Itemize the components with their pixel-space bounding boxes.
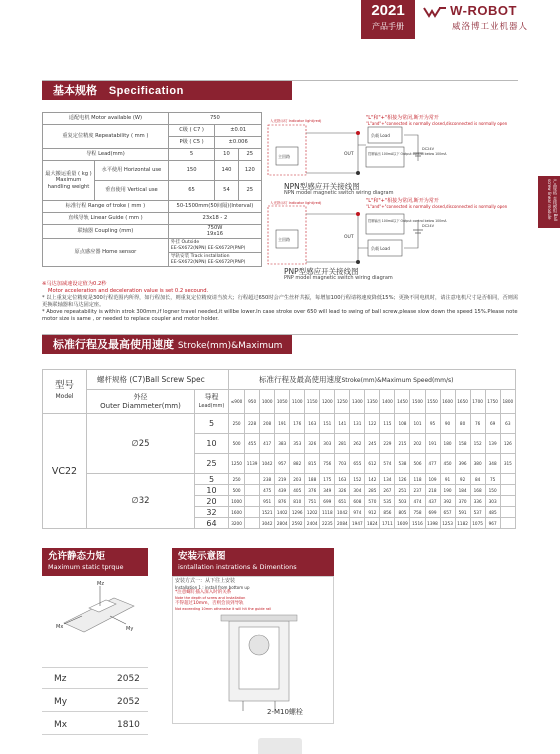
speed-cell: 250 [229, 474, 245, 485]
speed-cell: 152 [470, 434, 485, 454]
speed-cell: 3042 [260, 518, 275, 529]
page-footer-tab [258, 738, 302, 754]
npn-main-circuit: 主回路 [278, 154, 290, 159]
vertical-10: 54 [215, 181, 238, 201]
stroke-header: ≤900 [229, 390, 245, 414]
stroke-header: 1100 [290, 390, 305, 414]
stroke-header: 1600 [440, 390, 455, 414]
speed-cell: 188 [305, 474, 320, 485]
speed-cell: 500 [229, 434, 245, 454]
speed-cell: 405 [290, 485, 305, 496]
stroke-header: 1250 [335, 390, 350, 414]
mx-axis-label: Mx [56, 624, 64, 630]
screw-spec-header: 螺杆规格 (C7)Ball Screw Spec [87, 370, 229, 390]
speed-cell: 439 [275, 485, 290, 496]
install-title-cn: 安装示意图 [178, 551, 226, 562]
side-tab-cn: 产品规格 直线模组 [553, 179, 558, 213]
speed-cell: 203 [290, 474, 305, 485]
pnp-title-cn: PNP型感应开关接线图 [284, 267, 359, 276]
speed-cell: 475 [260, 485, 275, 496]
c5-label: P级 ( C5 ) [168, 137, 215, 149]
stroke-header: 1700 [470, 390, 485, 414]
speed-cell: 229 [380, 434, 395, 454]
spec-section-header [42, 81, 292, 100]
speed-cell: 238 [260, 474, 275, 485]
speed-cell: 285 [365, 485, 380, 496]
stroke-header: 1800 [500, 390, 515, 414]
divider [42, 667, 148, 668]
speed-cell: 180 [440, 434, 455, 454]
repeat-note-cn: * 以上重复定位精度是300行程范围内所得，如行程加长，则重复定位精度请当放大；行程超过650时会产生丝杆共振，每增加100行程请将速度降低15%；更换不同电机时，请注意电机尺寸是否相同，否则需更换联轴器和马达固定座。 [42, 295, 519, 308]
install-notes [175, 579, 271, 612]
speed-cell: 574 [380, 454, 395, 474]
speed-cell: 815 [305, 454, 320, 474]
speed-cell: 131 [350, 414, 365, 434]
speed-cell: 250 [229, 414, 245, 434]
speed-cell: 1139 [245, 454, 260, 474]
speed-cell: 215 [395, 434, 410, 454]
speed-cell: 126 [395, 474, 410, 485]
speed-cell: 175 [320, 474, 335, 485]
lead-10: 10 [215, 149, 238, 161]
lead-cell: 5 [195, 474, 229, 485]
stroke-speed-section-header [42, 335, 292, 372]
speed-cell: 1253 [440, 518, 455, 529]
speed-cell: 348 [485, 454, 500, 474]
speed-cell: 326 [335, 485, 350, 496]
speed-cell: 208 [260, 414, 275, 434]
speed-cell: 115 [380, 414, 395, 434]
speed-cell: 251 [395, 485, 410, 496]
speed-cell: 2804 [275, 518, 290, 529]
speed-cell: 376 [305, 485, 320, 496]
speed-cell: 612 [365, 454, 380, 474]
pnp-main-circuit: 主回路 [278, 237, 290, 242]
speed-cell: 1521 [260, 507, 275, 518]
speed-cell: 392 [440, 496, 455, 507]
table-row [43, 474, 516, 485]
speed-cell: 1042 [335, 507, 350, 518]
npn-wiring-diagram [258, 113, 447, 185]
stroke-header: 1400 [380, 390, 395, 414]
install-title-en: isntallation instrations & Dimentions [178, 563, 297, 571]
speed-cell: 876 [275, 496, 290, 507]
pnp-title-en: PNP model magnetic switch wiring diagram [284, 275, 393, 281]
speed-cell: 326 [305, 434, 320, 454]
speed-cell: 1824 [365, 518, 380, 529]
lead-5: 5 [168, 149, 215, 161]
speed-cell: 262 [350, 434, 365, 454]
npn-out-label: OUT [344, 152, 354, 157]
stroke-header: 1200 [320, 390, 335, 414]
speed-cell: 1398 [425, 518, 440, 529]
speed-cell: 267 [380, 485, 395, 496]
speed-cell: 957 [275, 454, 290, 474]
guide-label: 直线导轨 Linear Guide ( mm ) [43, 213, 169, 225]
stroke-header: 1000 [260, 390, 275, 414]
speed-cell: 63 [500, 414, 515, 434]
speed-cell: 349 [320, 485, 335, 496]
speed-cell: 1711 [380, 518, 395, 529]
speed-cell: 537 [470, 507, 485, 518]
speed-cell: 477 [425, 454, 440, 474]
brand-logo [424, 3, 554, 39]
load-label: 最大搬运重量 ( kg ) Maximum handling weight [43, 161, 95, 201]
install-note1-cn: *注意螺钉插入深入时的关系 [175, 590, 232, 595]
c7-value: ±0.01 [215, 125, 262, 137]
speed-cell: 396 [455, 454, 470, 474]
speed-cell: 95 [425, 414, 440, 434]
motor-value: 750 [168, 113, 261, 125]
sensor-outside: 外挂 Outside EE-SX672(NPN) EE-SX672P(PNP) [168, 239, 261, 253]
moment-title-cn: 允许静态力矩 [48, 551, 106, 562]
lead-25: 25 [238, 149, 261, 161]
stroke-speed-table-title: 标准行程及最高使用速度Stroke(mm)&Maximum Speed(mm/s) [229, 370, 516, 390]
speed-cell: 118 [410, 474, 425, 485]
speed-cell: 474 [410, 496, 425, 507]
pnp-indicator-label: 入光指示灯 Indicator light(red) [270, 201, 322, 205]
stroke-speed-title-en: Stroke(mm)&Maximum Speed(mm/s) [53, 341, 283, 372]
speed-cell: 2235 [320, 518, 335, 529]
year-badge [361, 0, 415, 39]
npn-no-nc-note: "L"和"+"相接为常闭,断开为常开 "L"and"+"connected is normally closed,disconnected is normally open [366, 115, 508, 126]
speed-cell: 856 [380, 507, 395, 518]
speed-cell [245, 474, 260, 485]
speed-cell: 202 [410, 434, 425, 454]
speed-cell: 506 [410, 454, 425, 474]
speed-cell: 80 [455, 414, 470, 434]
speed-cell: 651 [335, 496, 350, 507]
speed-cell: 184 [455, 485, 470, 496]
stroke-speed-table [42, 369, 516, 529]
speed-cell: 810 [290, 496, 305, 507]
c7-label: C级 ( C7 ) [168, 125, 215, 137]
horizontal-25: 120 [238, 161, 261, 181]
robot-logo-icon [424, 7, 446, 17]
speed-cell: 1075 [470, 518, 485, 529]
speed-cell: 176 [290, 414, 305, 434]
speed-cell: 228 [245, 414, 260, 434]
speed-cell: 1250 [229, 454, 245, 474]
speed-cell: 91 [440, 474, 455, 485]
speed-cell: 974 [350, 507, 365, 518]
c5-value: ±0.006 [215, 137, 262, 149]
speed-cell: 109 [425, 474, 440, 485]
pnp-out-label: OUT [344, 235, 354, 240]
npn-output-max: 控制输出 100mA以下 Output control below 100mA [368, 152, 447, 156]
install-note2-cn: 不得超过10mm，否则会顶到导轨 [175, 601, 244, 606]
speed-cell: 608 [350, 496, 365, 507]
speed-cell: 751 [305, 496, 320, 507]
spec-table [42, 112, 262, 267]
speed-cell: 1000 [229, 496, 245, 507]
speed-cell [500, 507, 515, 518]
npn-load-label: 负载 Load [371, 133, 390, 138]
install-diagram [217, 611, 301, 719]
speed-cell: 142 [365, 474, 380, 485]
horizontal-5: 150 [168, 161, 215, 181]
horizontal-10: 140 [215, 161, 238, 181]
my-axis-label: My [126, 626, 134, 632]
speed-cell [245, 485, 260, 496]
handbook-label: 产品手册 [372, 22, 404, 31]
speed-cell [245, 507, 260, 518]
pnp-no-nc-note: "L"和"+"相接为常闭,断开为常开 "L"and"+"connected is normally closed,disconnected is normally open [366, 198, 508, 209]
speed-cell [500, 518, 515, 529]
stroke-header: 1050 [275, 390, 290, 414]
speed-cell [245, 518, 260, 529]
stroke-header: 950 [245, 390, 260, 414]
speed-cell: 699 [320, 496, 335, 507]
sensor-label: 原点感应器 Home sensor [43, 239, 169, 267]
speed-cell: 190 [440, 485, 455, 496]
speed-cell: 967 [485, 518, 500, 529]
stroke-header: 1300 [350, 390, 365, 414]
speed-cell: 75 [485, 474, 500, 485]
speed-cell: 503 [395, 496, 410, 507]
speed-cell: 122 [365, 414, 380, 434]
lead-cell: 64 [195, 518, 229, 529]
coupling-value: 750W 19x16 [168, 225, 261, 239]
speed-cell: 163 [305, 414, 320, 434]
speed-cell: 336 [470, 496, 485, 507]
install-method-cn: 安装方式一：从下往上安装 [175, 578, 236, 584]
speed-cell: 218 [425, 485, 440, 496]
install-note1-en: Note the depth of screw and Installation [175, 595, 246, 600]
speed-cell [245, 496, 260, 507]
speed-cell: 134 [380, 474, 395, 485]
stroke-speed-title-cn: 标准行程及最高使用速度 [53, 338, 174, 351]
speed-cell: 191 [425, 434, 440, 454]
speed-cell: 1402 [275, 507, 290, 518]
speed-cell: 370 [455, 496, 470, 507]
speed-cell: 1947 [350, 518, 365, 529]
spec-title-en: Specification [108, 85, 184, 97]
stroke-label: 标准行程 Range of troke ( mm ) [43, 201, 169, 213]
speed-cell: 2084 [335, 518, 350, 529]
npn-title-cn: NPN型感应开关接线图 [284, 182, 360, 191]
speed-cell: 699 [425, 507, 440, 518]
model-cell: VC22 [43, 414, 87, 529]
speed-cell: 455 [245, 434, 260, 454]
speed-cell: 703 [335, 454, 350, 474]
speed-cell: 591 [455, 507, 470, 518]
stroke-header: 1350 [365, 390, 380, 414]
stroke-header: 1550 [425, 390, 440, 414]
mz-axis-label: Mz [97, 581, 104, 587]
divider [42, 688, 148, 689]
speed-cell [500, 496, 515, 507]
lead-label: 导程 Lead(mm) [43, 149, 169, 161]
npn-indicator-label: 入光指示灯 Indicator light(red) [270, 119, 322, 123]
brand-cn: 威洛博工业机器人 [452, 22, 529, 32]
speed-cell: 1296 [290, 507, 305, 518]
speed-cell: 417 [260, 434, 275, 454]
side-tab-en: Ball screw linear module [547, 179, 558, 221]
coupling-label: 联轴器 Coupling (mm) [43, 225, 169, 239]
speed-cell: 158 [455, 434, 470, 454]
speed-cell: 1600 [229, 507, 245, 518]
speed-cell: 245 [365, 434, 380, 454]
lead-cell: 25 [195, 454, 229, 474]
npn-voltage: DC24V [422, 147, 434, 151]
pnp-output-max: 控制输出 100mA以下 Output control below 100mA [368, 219, 447, 223]
brand-en: W-ROBOT [450, 3, 517, 18]
speed-cell: 315 [500, 454, 515, 474]
speed-cell: 756 [320, 454, 335, 474]
stroke-header: 1450 [395, 390, 410, 414]
speed-cell: 500 [229, 485, 245, 496]
divider [42, 734, 148, 735]
divider [42, 711, 148, 712]
speed-cell: 1516 [410, 518, 425, 529]
repeat-label: 重复定位精度 Repeatability ( mm ) [43, 125, 169, 149]
speed-cell: 1609 [395, 518, 410, 529]
repeat-note-en: * Above repeatability is within strok 300mm,if logner travel needed,it willbe lower.In case stroke over 650 will lead to swing of ball screw,please slow down the speed 15%.Please note motor size is same , or needed to replace coupler and motor holder. [42, 309, 518, 322]
moment-diagram [44, 578, 146, 638]
speed-cell: 303 [485, 496, 500, 507]
speed-cell: 69 [485, 414, 500, 434]
lead-cell: 32 [195, 507, 229, 518]
sensor-track: 导轨安装 Track installation EE-SX672(NPN) EE-SX672P(PNP) [168, 253, 261, 267]
speed-cell: 304 [350, 485, 365, 496]
speed-cell: 90 [440, 414, 455, 434]
stroke-header: 1650 [455, 390, 470, 414]
stroke-header: 1750 [485, 390, 500, 414]
vertical-25: 25 [238, 181, 261, 201]
speed-cell: 2404 [305, 518, 320, 529]
install-panel [172, 576, 334, 724]
speed-cell: 126 [500, 434, 515, 454]
table-row [43, 414, 516, 434]
lead-cell: 20 [195, 496, 229, 507]
pnp-wiring-diagram [258, 200, 447, 272]
stroke-header: 1500 [410, 390, 425, 414]
horizontal-label: 水平使用 Horizontal use [95, 161, 169, 181]
stroke-value: 50-1500mm(50间隔)(Interval) [168, 201, 261, 213]
speed-cell: 1182 [455, 518, 470, 529]
speed-cell: 951 [260, 496, 275, 507]
spec-title-cn: 基本规格 [53, 84, 97, 97]
accel-note-en: Motor acceleration and deceleration value is set 0.2 secound. [48, 288, 209, 294]
motor-label: 适配电机 Motor available (W) [43, 113, 169, 125]
lead-header: 导程 Lead(mm) [195, 390, 229, 414]
bolt-label: 2-M10螺栓 [267, 708, 303, 716]
stroke-header: 1150 [305, 390, 320, 414]
speed-cell: 163 [335, 474, 350, 485]
speed-cell: 1042 [260, 454, 275, 474]
speed-cell: 805 [395, 507, 410, 518]
lead-cell: 10 [195, 434, 229, 454]
install-note2-en: Not exceeding 10mm otherwise it will hit the guide rail [175, 606, 272, 611]
speed-cell: 168 [470, 485, 485, 496]
speed-cell: 219 [275, 474, 290, 485]
speed-cell: 92 [455, 474, 470, 485]
diameter-header: 外径 Outer Diammeter(mm) [87, 390, 195, 414]
moment-header [42, 548, 148, 576]
speed-cell: 152 [350, 474, 365, 485]
speed-cell: 912 [365, 507, 380, 518]
speed-cell: 3200 [229, 518, 245, 529]
speed-cell: 570 [365, 496, 380, 507]
npn-title-en: NPN model magnetic switch wiring diagram [284, 190, 394, 196]
diameter-cell: ∅32 [87, 474, 195, 529]
speed-cell: 151 [320, 414, 335, 434]
speed-cell: 383 [275, 434, 290, 454]
speed-cell: 450 [440, 454, 455, 474]
speed-cell: 353 [290, 434, 305, 454]
vertical-label: 垂直使用 Vertical use [95, 181, 169, 201]
speed-cell: 2592 [290, 518, 305, 529]
year: 2021 [371, 2, 405, 19]
speed-cell: 655 [350, 454, 365, 474]
speed-cell: 657 [440, 507, 455, 518]
model-header: 型号 Model [43, 370, 87, 414]
speed-cell: 303 [320, 434, 335, 454]
speed-cell: 108 [395, 414, 410, 434]
spec-notes [42, 281, 522, 323]
install-header [172, 548, 334, 576]
diameter-cell: ∅25 [87, 414, 195, 474]
speed-cell: 76 [470, 414, 485, 434]
vertical-5: 65 [168, 181, 215, 201]
speed-cell: 882 [290, 454, 305, 474]
speed-cell: 758 [410, 507, 425, 518]
guide-value: 23x18 - 2 [168, 213, 261, 225]
pnp-voltage: DC24V [422, 224, 434, 228]
speed-cell: 150 [485, 485, 500, 496]
speed-cell: 191 [275, 414, 290, 434]
lead-cell: 10 [195, 485, 229, 496]
speed-cell [500, 474, 515, 485]
speed-cell: 1118 [320, 507, 335, 518]
speed-cell: 437 [425, 496, 440, 507]
speed-cell: 84 [470, 474, 485, 485]
side-category-tab[interactable] [538, 176, 560, 228]
speed-cell: 139 [485, 434, 500, 454]
speed-cell: 141 [335, 414, 350, 434]
lead-cell: 5 [195, 414, 229, 434]
speed-cell: 538 [395, 454, 410, 474]
pnp-load-label: 负载 Load [371, 246, 390, 251]
speed-cell: 1202 [305, 507, 320, 518]
accel-note-cn: ※马达加减速设定值为0.2秒 [42, 281, 107, 287]
speed-cell: 281 [335, 434, 350, 454]
install-method-en: Installation 1 : install from bottom up [175, 584, 250, 590]
speed-cell: 380 [470, 454, 485, 474]
speed-cell: 535 [380, 496, 395, 507]
speed-cell: 237 [410, 485, 425, 496]
speed-cell: 101 [410, 414, 425, 434]
speed-cell: 485 [485, 507, 500, 518]
moment-title-en: Maximum static tprque [48, 563, 124, 571]
speed-cell [500, 485, 515, 496]
